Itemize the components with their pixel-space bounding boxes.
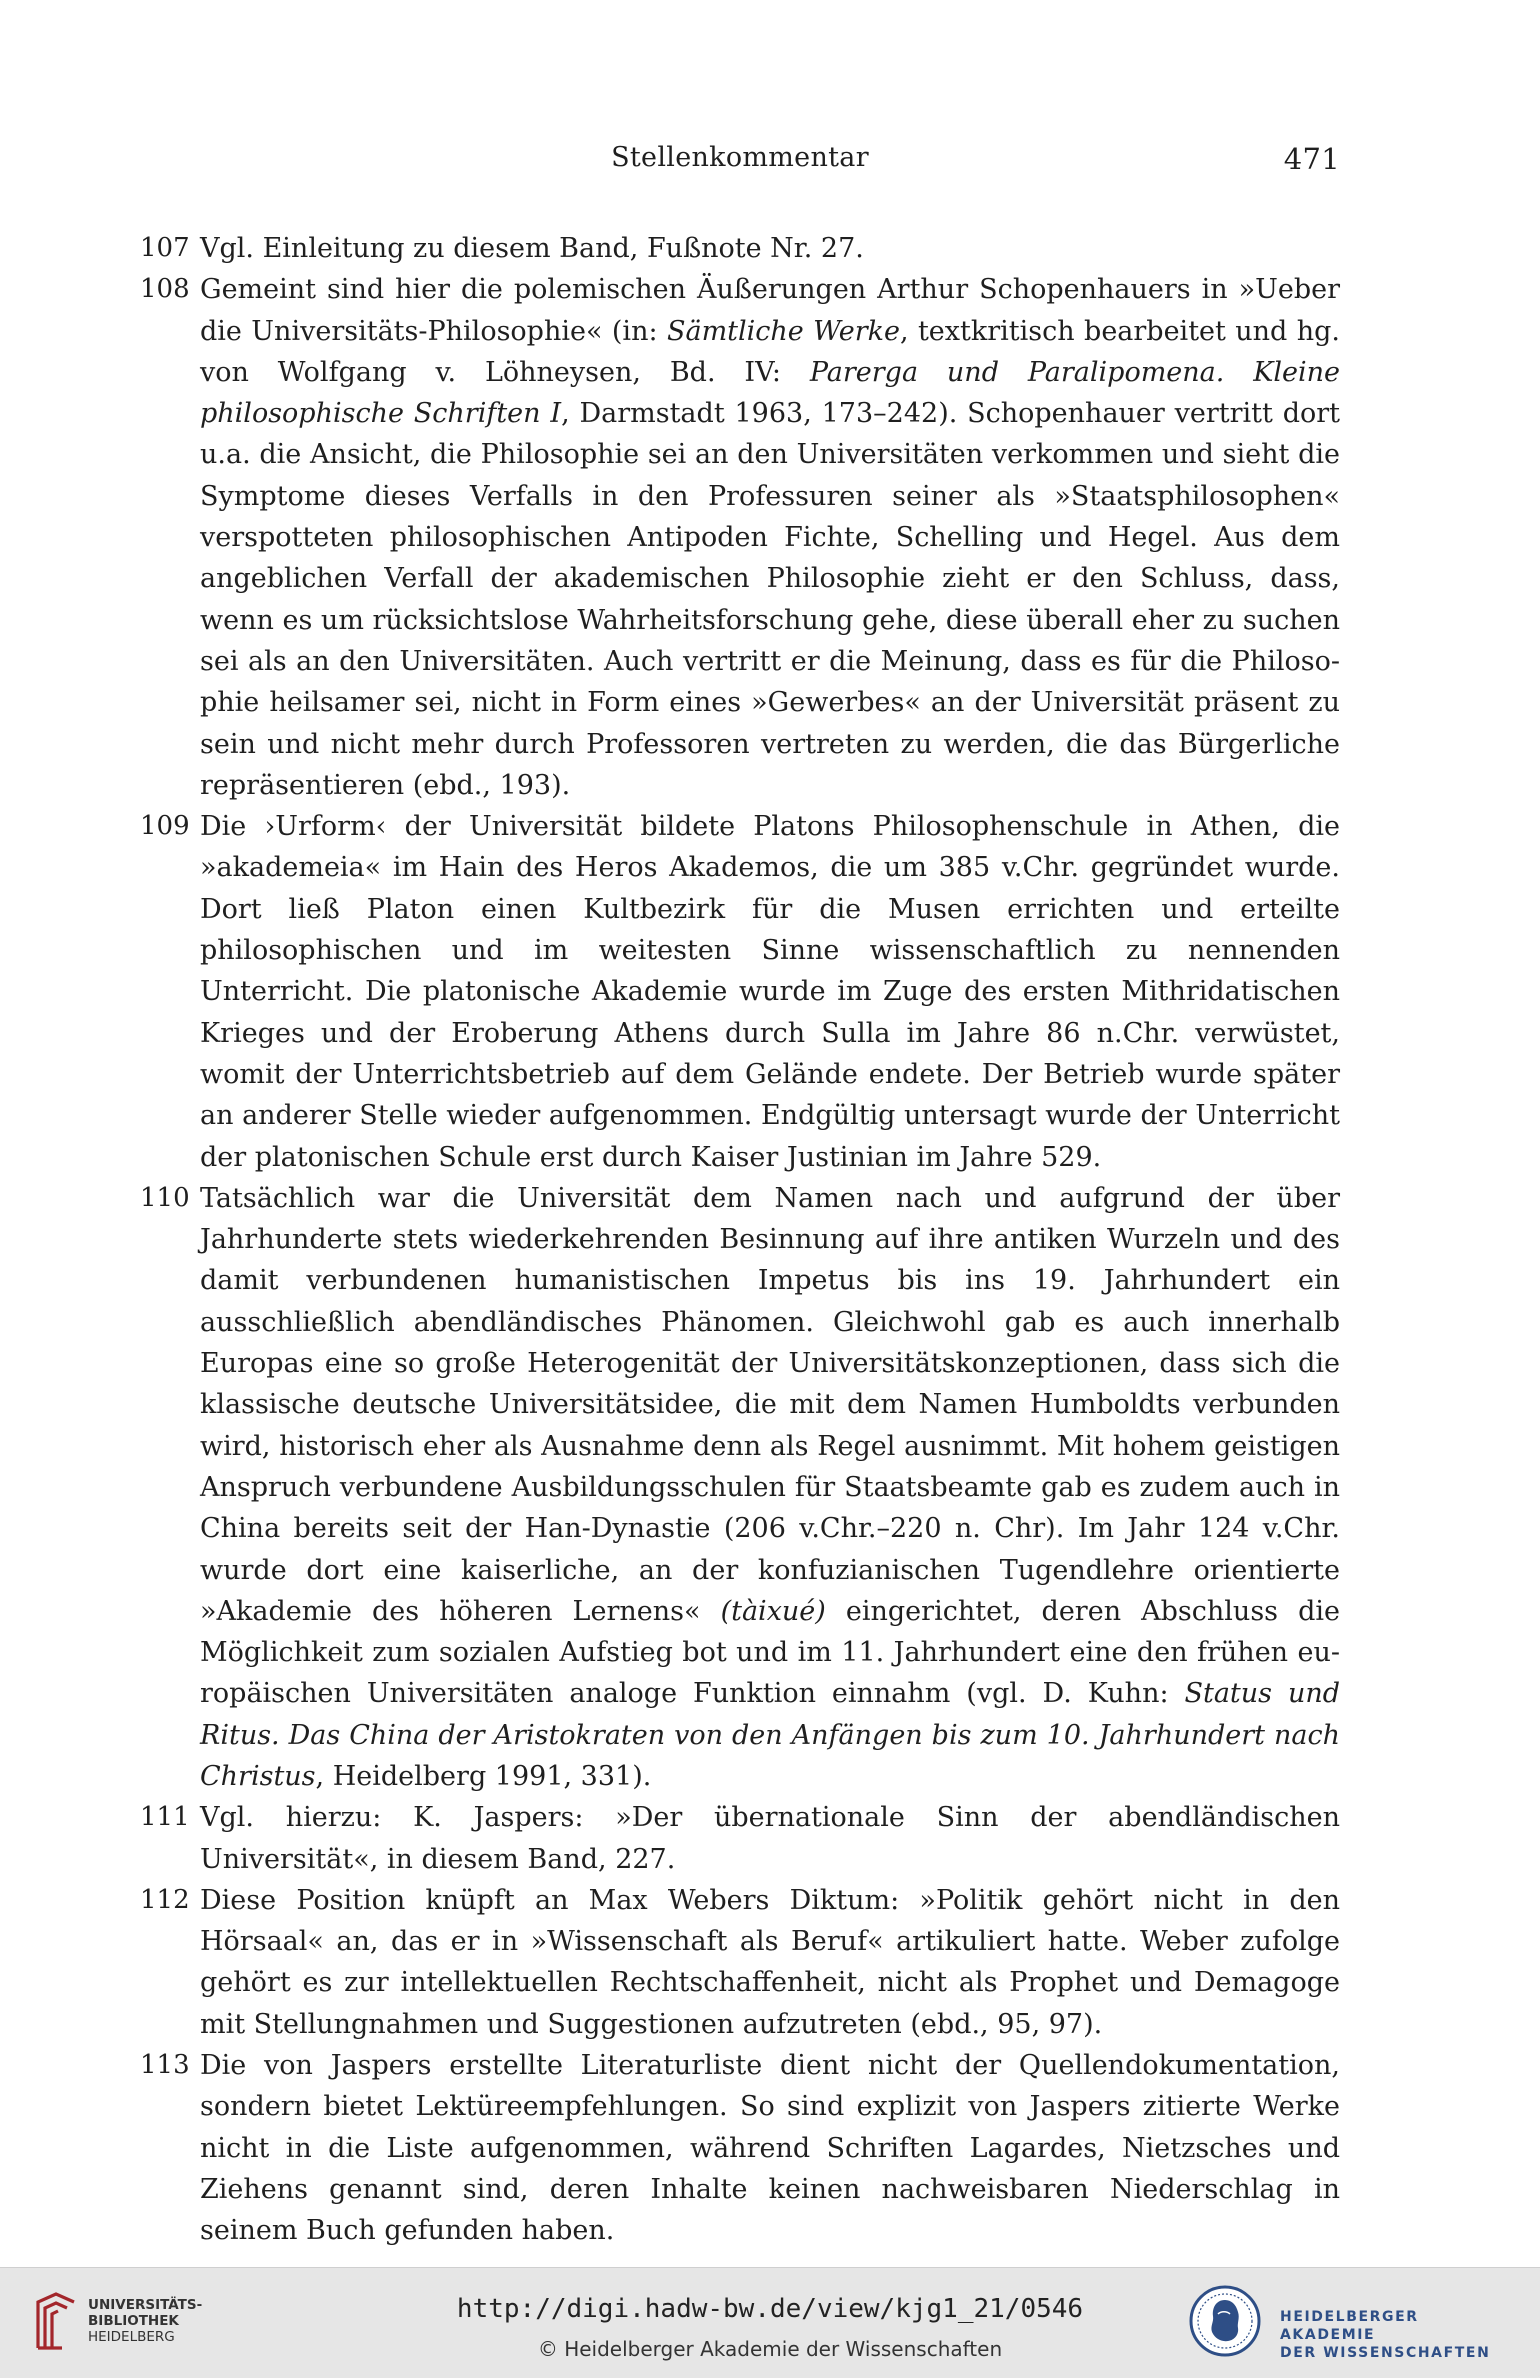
copyright-notice: © Heidelberger Akademie der Wissenschaften [537,2337,1003,2361]
running-title: Stellenkommentar [611,142,869,173]
footnote-110 [140,1178,1340,1797]
academy-name-line-2: DER WISSENSCHAFTEN [1280,2345,1491,2361]
academy-logo[interactable] [1188,2284,1518,2360]
footnote-109 [140,806,1340,1178]
footnote-text: Tatsächlich war die Universität dem Namen nach und aufgrund der über Jahrhunderte stets wiederkehrenden Besinnung auf ihre antiken Wurzeln und des damit verbundenen humanistischen Impetus bis ins 19. Jahrhundert ein ausschließlich abendländisches Phänomen. Gleichwohl gab es auch innerhalb Europas eine so große Heterogenität der Universitätskonzeptionen, dass sich die klassische deutsche Universitätsidee, die mit dem Namen Humboldts verbunden wird, historisch eher als Ausnahme denn als Regel ausnimmt. Mit hohem geistigen Anspruch verbundene Ausbildungsschulen für Staatsbeamte gab es zudem auch in China bereits seit der Han-Dynastie (206 v.Chr.–220 n. Chr). Im Jahr 124 v.Chr. wurde dort eine kaiserliche, an der konfuzianischen Tugendlehre orientierte »Akademie des höheren Lernens« (tàixué) eingerichtet, deren Abschluss die Möglichkeit zum sozialen Aufstieg bot und im 11. Jahrhundert eine den frühen europäischen Universitäten analoge Funktion einnahm (vgl. D. Kuhn: Status und Ritus. Das China der Aristokraten von den Anfängen bis zum 10. Jahrhundert nach Christus, Heidelberg 1991, 331). [200,1182,1341,1792]
commentary-notes [140,228,1340,2252]
academy-name [1280,2308,1518,2362]
running-head [140,142,1340,182]
footnote-text: Gemeint sind hier die polemischen Äußerungen Arthur Schopenhauers in »Ueber die Universitäts-Philosophie« (in: Sämtliche Werke, textkritisch bearbeitet und hg. von Wolfgang v. Löhneysen, Bd. IV: Parerga und Paralipomena. Kleine philosophische Schriften I, Darmstadt 1963, 173–242). Schopenhauer vertritt dort u.a. die Ansicht, die Philosophie sei an den Universitäten verkommen und sieht die Symptome dieses Verfalls in den Professuren seiner als »Staatsphilosophen« verspotteten philosophischen Antipoden Fichte, Schelling und Hegel. Aus dem angeblichen Verfall der akademischen Philosophie zieht er den Schluss, dass, wenn es um rücksichtslose Wahrheitsforschung gehe, diese überall eher zu suchen sei als an den Universitäten. Auch vertritt er die Meinung, dass es für die Philosophie heilsamer sei, nicht in Form eines »Gewerbes« an der Universität präsent zu sein und nicht mehr durch Professoren vertreten zu werden, die das Bürgerliche repräsentieren (ebd., 193). [200,274,1341,801]
footnote-111 [140,1797,1340,1880]
footnote-number: 113 [140,2050,190,2081]
page-number: 471 [1283,142,1340,176]
footnote-text: Die ›Urform‹ der Universität bildete Platons Philosophenschule in Athen, die »akademeia« im Hain des Heros Akademos, die um 385 v.Chr. gegründet wurde. Dort ließ Platon einen Kultbezirk für die Musen errichten und erteilte philosophischen und im weitesten Sinne wissenschaftlich zu nennenden Unterricht. Die platonische Akademie wurde im Zuge des ersten Mithridatischen Krieges und der Eroberung Athens durch Sulla im Jahre 86 n.Chr. verwüstet, womit der Unterrichtsbetrieb auf dem Gelände endete. Der Betrieb wurde später an anderer Stelle wieder aufgenommen. Endgültig untersagt wurde der Unterricht der platonischen Schule erst durch Kaiser Justinian im Jahre 529. [200,811,1340,1173]
digitization-footer [0,2267,1540,2378]
footnote-number: 107 [140,233,190,263]
footnote-113 [140,2045,1340,2251]
footnote-number: 112 [140,1884,190,1915]
footnote-number: 110 [140,1182,190,1213]
library-name-line-3: HEIDELBERG [88,2329,175,2345]
footnote-text: Vgl. Einleitung zu diesem Band, Fußnote Nr. 27. [200,233,864,264]
permalink-url[interactable]: http://digi.hadw-bw.de/view/kjg1_21/0546 [456,2294,1084,2324]
library-name-line-2: BIBLIOTHEK [88,2313,179,2329]
footnote-107 [140,228,1340,269]
footnote-text: Vgl. hierzu: K. Jaspers: »Der übernationale Sinn der abendländischen Universität«, in diesem Band, 227. [200,1802,1340,1875]
library-name-line-1: UNIVERSITÄTS- [88,2297,203,2313]
footnote-112 [140,1880,1340,2045]
academy-seal-icon [1188,2284,1262,2358]
academy-name-line-1: HEIDELBERGER AKADEMIE [1280,2309,1419,2343]
footnote-number: 111 [140,1802,190,1833]
footnote-108 [140,269,1340,806]
footnote-text: Diese Position knüpft an Max Webers Diktum: »Politik gehört nicht in den Hörsaal« an, das er in »Wissenschaft als Beruf« artikuliert hatte. Weber zufolge gehört es zur intellektuellen Rechtschaffenheit, nicht als Prophet und Demagoge mit Stellungnahmen und Suggestionen aufzutreten (ebd., 95, 97). [200,1884,1340,2040]
footnote-number: 109 [140,811,190,842]
footnote-number: 108 [140,274,190,305]
footnote-text: Die von Jaspers erstellte Literaturliste dient nicht der Quellendokumentation, sondern bietet Lektüreempfehlungen. So sind explizit von Jaspers zitierte Werke nicht in die Liste aufgenommen, während Schriften Lagardes, Nietzsches und Ziehens genannt sind, deren Inhalte keinen nachweisbaren Niederschlag in seinem Buch gefunden haben. [200,2050,1340,2247]
